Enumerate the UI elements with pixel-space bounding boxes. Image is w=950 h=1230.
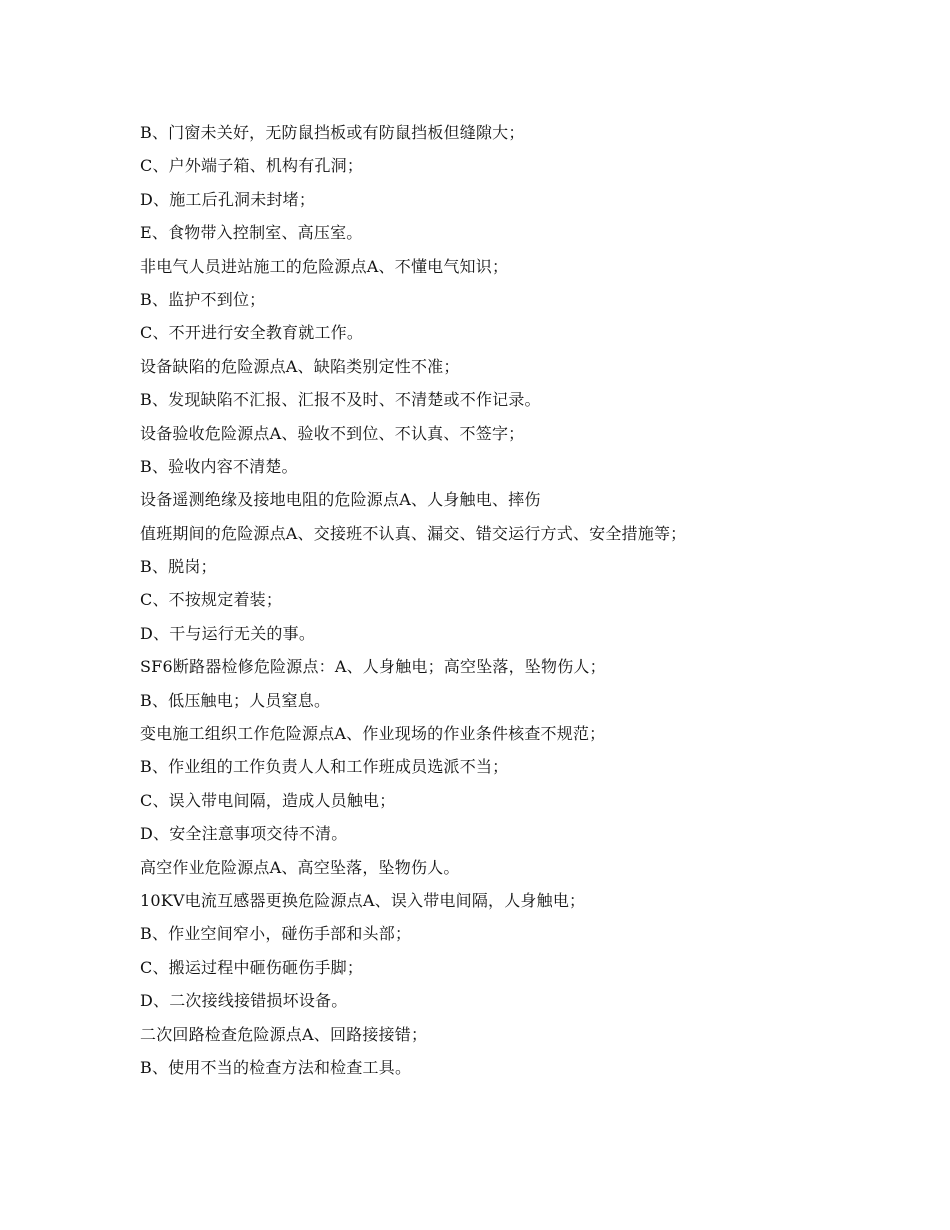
text-line: D、二次接线接错损坏设备。 (140, 991, 348, 1011)
text-line: 10KV电流互感器更换危险源点A、误入带电间隔，人身触电； (140, 890, 586, 910)
text-line: C、误入带电间隔，造成人员触电； (140, 790, 396, 810)
text-line: B、作业组的工作负责人人和工作班成员选派不当； (140, 757, 509, 777)
text-line: 高空作业危险源点A、高空坠落，坠物伤人。 (140, 857, 460, 877)
text-line: 二次回路检查危险源点A、回路接接错； (140, 1024, 428, 1044)
text-line: 值班期间的危险源点A、交接班不认真、漏交、错交运行方式、安全措施等； (140, 523, 687, 543)
text-line: C、搬运过程中砸伤砸伤手脚； (140, 957, 364, 977)
text-line: C、不开进行安全教育就工作。 (140, 323, 364, 343)
text-line: C、户外端子箱、机构有孔洞； (140, 156, 364, 176)
text-line: B、脱岗； (140, 557, 217, 577)
document-body (140, 116, 840, 1084)
text-line: B、验收内容不清楚。 (140, 456, 298, 476)
text-line: B、发现缺陷不汇报、汇报不及时、不清楚或不作记录。 (140, 390, 541, 410)
text-line: D、干与运行无关的事。 (140, 623, 316, 643)
text-line: 设备遥测绝缘及接地电阻的危险源点A、人身触电、摔伤 (140, 490, 541, 510)
text-line: B、门窗未关好，无防鼠挡板或有防鼠挡板但缝隙大； (140, 123, 525, 142)
text-line: B、监护不到位； (140, 289, 266, 309)
text-line: B、作业空间窄小，碰伤手部和头部； (140, 924, 412, 944)
text-line: 设备缺陷的危险源点A、缺陷类别定性不准； (140, 356, 460, 376)
text-line: B、使用不当的检查方法和检查工具。 (140, 1057, 412, 1077)
text-line: D、安全注意事项交待不清。 (140, 824, 348, 844)
text-line: 设备验收危险源点A、验收不到位、不认真、不签字； (140, 423, 525, 443)
text-line: SF6断路器检修危险源点：A、人身触电；高空坠落，坠物伤人； (140, 657, 606, 677)
text-line: E、食物带入控制室、高压室。 (140, 223, 363, 243)
text-line: 变电施工组织工作危险源点A、作业现场的作业条件核查不规范； (140, 724, 606, 744)
text-line: B、低压触电；人员窒息。 (140, 690, 331, 710)
text-line: 非电气人员进站施工的危险源点A、不懂电气知识； (140, 256, 509, 276)
text-line: C、不按规定着装； (140, 590, 283, 610)
text-line: D、施工后孔洞未封堵； (140, 189, 316, 209)
